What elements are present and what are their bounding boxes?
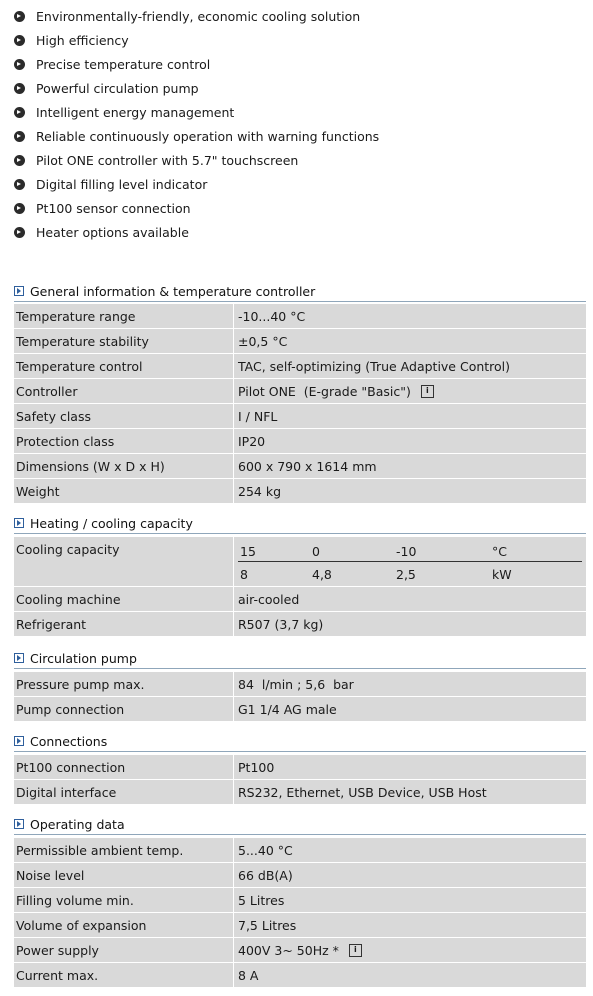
- spec-value: R507 (3,7 kg): [238, 616, 324, 632]
- spec-value: air-cooled: [238, 591, 300, 607]
- feature-label: Precise temperature control: [36, 56, 211, 72]
- feature-item: [14, 4, 379, 28]
- table-row: [14, 913, 586, 938]
- feature-item: [14, 220, 379, 244]
- spec-label: Power supply: [14, 938, 234, 962]
- feature-item: [14, 100, 379, 124]
- spec-label: Digital interface: [14, 780, 234, 804]
- info-icon[interactable]: i: [421, 385, 434, 398]
- table-row: [14, 429, 586, 454]
- capacity-value: 8: [240, 567, 248, 582]
- circled-arrow-right-icon: [14, 107, 25, 118]
- circled-arrow-right-icon: [14, 11, 25, 22]
- spec-value: -10...40 °C: [238, 308, 306, 324]
- feature-label: Intelligent energy management: [36, 104, 235, 120]
- spec-value: 5 Litres: [238, 892, 285, 908]
- spec-table-operating: [14, 838, 586, 988]
- capacity-value: 2,5: [396, 567, 416, 582]
- spec-label: Refrigerant: [14, 612, 234, 636]
- info-icon[interactable]: i: [349, 944, 362, 957]
- table-row: [14, 587, 586, 612]
- circled-arrow-right-icon: [14, 35, 25, 46]
- spec-label: Weight: [14, 479, 234, 503]
- spec-label: Filling volume min.: [14, 888, 234, 912]
- spec-value: TAC, self-optimizing (True Adaptive Control): [238, 358, 511, 374]
- feature-label: Environmentally-friendly, economic cooling solution: [36, 8, 361, 24]
- spec-label: Cooling capacity: [14, 537, 234, 586]
- spec-label: Safety class: [14, 404, 234, 428]
- feature-item: [14, 28, 379, 52]
- spec-label: Controller: [14, 379, 234, 403]
- spec-value: 600 x 790 x 1614 mm: [238, 458, 377, 474]
- feature-label: Reliable continuously operation with warning functions: [36, 128, 380, 144]
- feature-item: [14, 124, 379, 148]
- table-row: [14, 780, 586, 805]
- spec-value: Pilot ONE (E-grade "Basic"): [238, 383, 411, 399]
- spec-label: Cooling machine: [14, 587, 234, 611]
- spec-value: ±0,5 °C: [238, 333, 288, 349]
- feature-label: High efficiency: [36, 32, 129, 48]
- spec-table-general: [14, 304, 586, 504]
- spec-table-connections: [14, 755, 586, 805]
- circled-arrow-right-icon: [14, 179, 25, 190]
- section-title: Connections: [30, 733, 108, 749]
- section-title: General information & temperature controller: [30, 283, 316, 299]
- spec-label: Temperature stability: [14, 329, 234, 353]
- capacity-temp-unit: °C: [492, 544, 507, 559]
- section-arrow-icon: [14, 286, 24, 296]
- feature-list: [14, 4, 379, 244]
- feature-label: Pilot ONE controller with 5.7" touchscreen: [36, 152, 299, 168]
- capacity-temp: 0: [312, 544, 320, 559]
- capacity-temp: 15: [240, 544, 256, 559]
- capacity-temp: -10: [396, 544, 417, 559]
- circled-arrow-right-icon: [14, 203, 25, 214]
- table-row: [14, 329, 586, 354]
- spec-label: Noise level: [14, 863, 234, 887]
- table-row: [14, 537, 586, 587]
- section-header-connections[interactable]: [14, 731, 586, 752]
- feature-item: [14, 196, 379, 220]
- spec-value: 254 kg: [238, 483, 282, 499]
- feature-item: [14, 52, 379, 76]
- circled-arrow-right-icon: [14, 155, 25, 166]
- circled-arrow-right-icon: [14, 227, 25, 238]
- table-row: [14, 888, 586, 913]
- section-arrow-icon: [14, 736, 24, 746]
- table-row: [14, 612, 586, 637]
- spec-label: Pt100 connection: [14, 755, 234, 779]
- spec-label: Pump connection: [14, 697, 234, 721]
- spec-value: I / NFL: [238, 408, 278, 424]
- spec-label: Protection class: [14, 429, 234, 453]
- spec-label: Current max.: [14, 963, 234, 987]
- feature-label: Digital filling level indicator: [36, 176, 208, 192]
- spec-value: 7,5 Litres: [238, 917, 297, 933]
- spec-value: 66 dB(A): [238, 867, 293, 883]
- feature-label: Pt100 sensor connection: [36, 200, 191, 216]
- spec-value: 5...40 °C: [238, 842, 293, 858]
- spec-label: Volume of expansion: [14, 913, 234, 937]
- table-row: [14, 404, 586, 429]
- capacity-divider: [238, 561, 582, 562]
- feature-label: Heater options available: [36, 224, 189, 240]
- spec-value: RS232, Ethernet, USB Device, USB Host: [238, 784, 487, 800]
- section-title: Circulation pump: [30, 650, 137, 666]
- table-row: [14, 304, 586, 329]
- spec-label: Temperature range: [14, 304, 234, 328]
- spec-value: Pt100: [238, 759, 275, 775]
- table-row: [14, 963, 586, 988]
- capacity-value-unit: kW: [492, 567, 512, 582]
- table-row: [14, 379, 586, 404]
- spec-table-heating: [14, 537, 586, 637]
- circled-arrow-right-icon: [14, 59, 25, 70]
- section-title: Heating / cooling capacity: [30, 515, 193, 531]
- spec-value: G1 1/4 AG male: [238, 701, 337, 717]
- section-header-heating[interactable]: [14, 513, 586, 534]
- table-row: [14, 454, 586, 479]
- section-title: Operating data: [30, 816, 125, 832]
- table-row: [14, 755, 586, 780]
- spec-value: 8 A: [238, 967, 259, 983]
- table-row: [14, 354, 586, 379]
- feature-item: [14, 172, 379, 196]
- feature-label: Powerful circulation pump: [36, 80, 199, 96]
- spec-value: 400V 3~ 50Hz *: [238, 942, 339, 958]
- table-row: [14, 838, 586, 863]
- capacity-value: 4,8: [312, 567, 332, 582]
- table-row: [14, 697, 586, 722]
- feature-item: [14, 148, 379, 172]
- spec-label: Pressure pump max.: [14, 672, 234, 696]
- section-header-pump[interactable]: [14, 648, 586, 669]
- section-header-general[interactable]: [14, 281, 586, 302]
- section-header-operating[interactable]: [14, 814, 586, 835]
- table-row: [14, 938, 586, 963]
- spec-label: Temperature control: [14, 354, 234, 378]
- spec-label: Dimensions (W x D x H): [14, 454, 234, 478]
- spec-value: 84 l/min ; 5,6 bar: [238, 676, 354, 692]
- section-arrow-icon: [14, 518, 24, 528]
- circled-arrow-right-icon: [14, 131, 25, 142]
- section-arrow-icon: [14, 819, 24, 829]
- capacity-grid: [234, 537, 586, 586]
- spec-value: IP20: [238, 433, 266, 449]
- spec-table-pump: [14, 672, 586, 722]
- feature-item: [14, 76, 379, 100]
- table-row: [14, 479, 586, 504]
- spec-label: Permissible ambient temp.: [14, 838, 234, 862]
- section-arrow-icon: [14, 653, 24, 663]
- table-row: [14, 672, 586, 697]
- table-row: [14, 863, 586, 888]
- circled-arrow-right-icon: [14, 83, 25, 94]
